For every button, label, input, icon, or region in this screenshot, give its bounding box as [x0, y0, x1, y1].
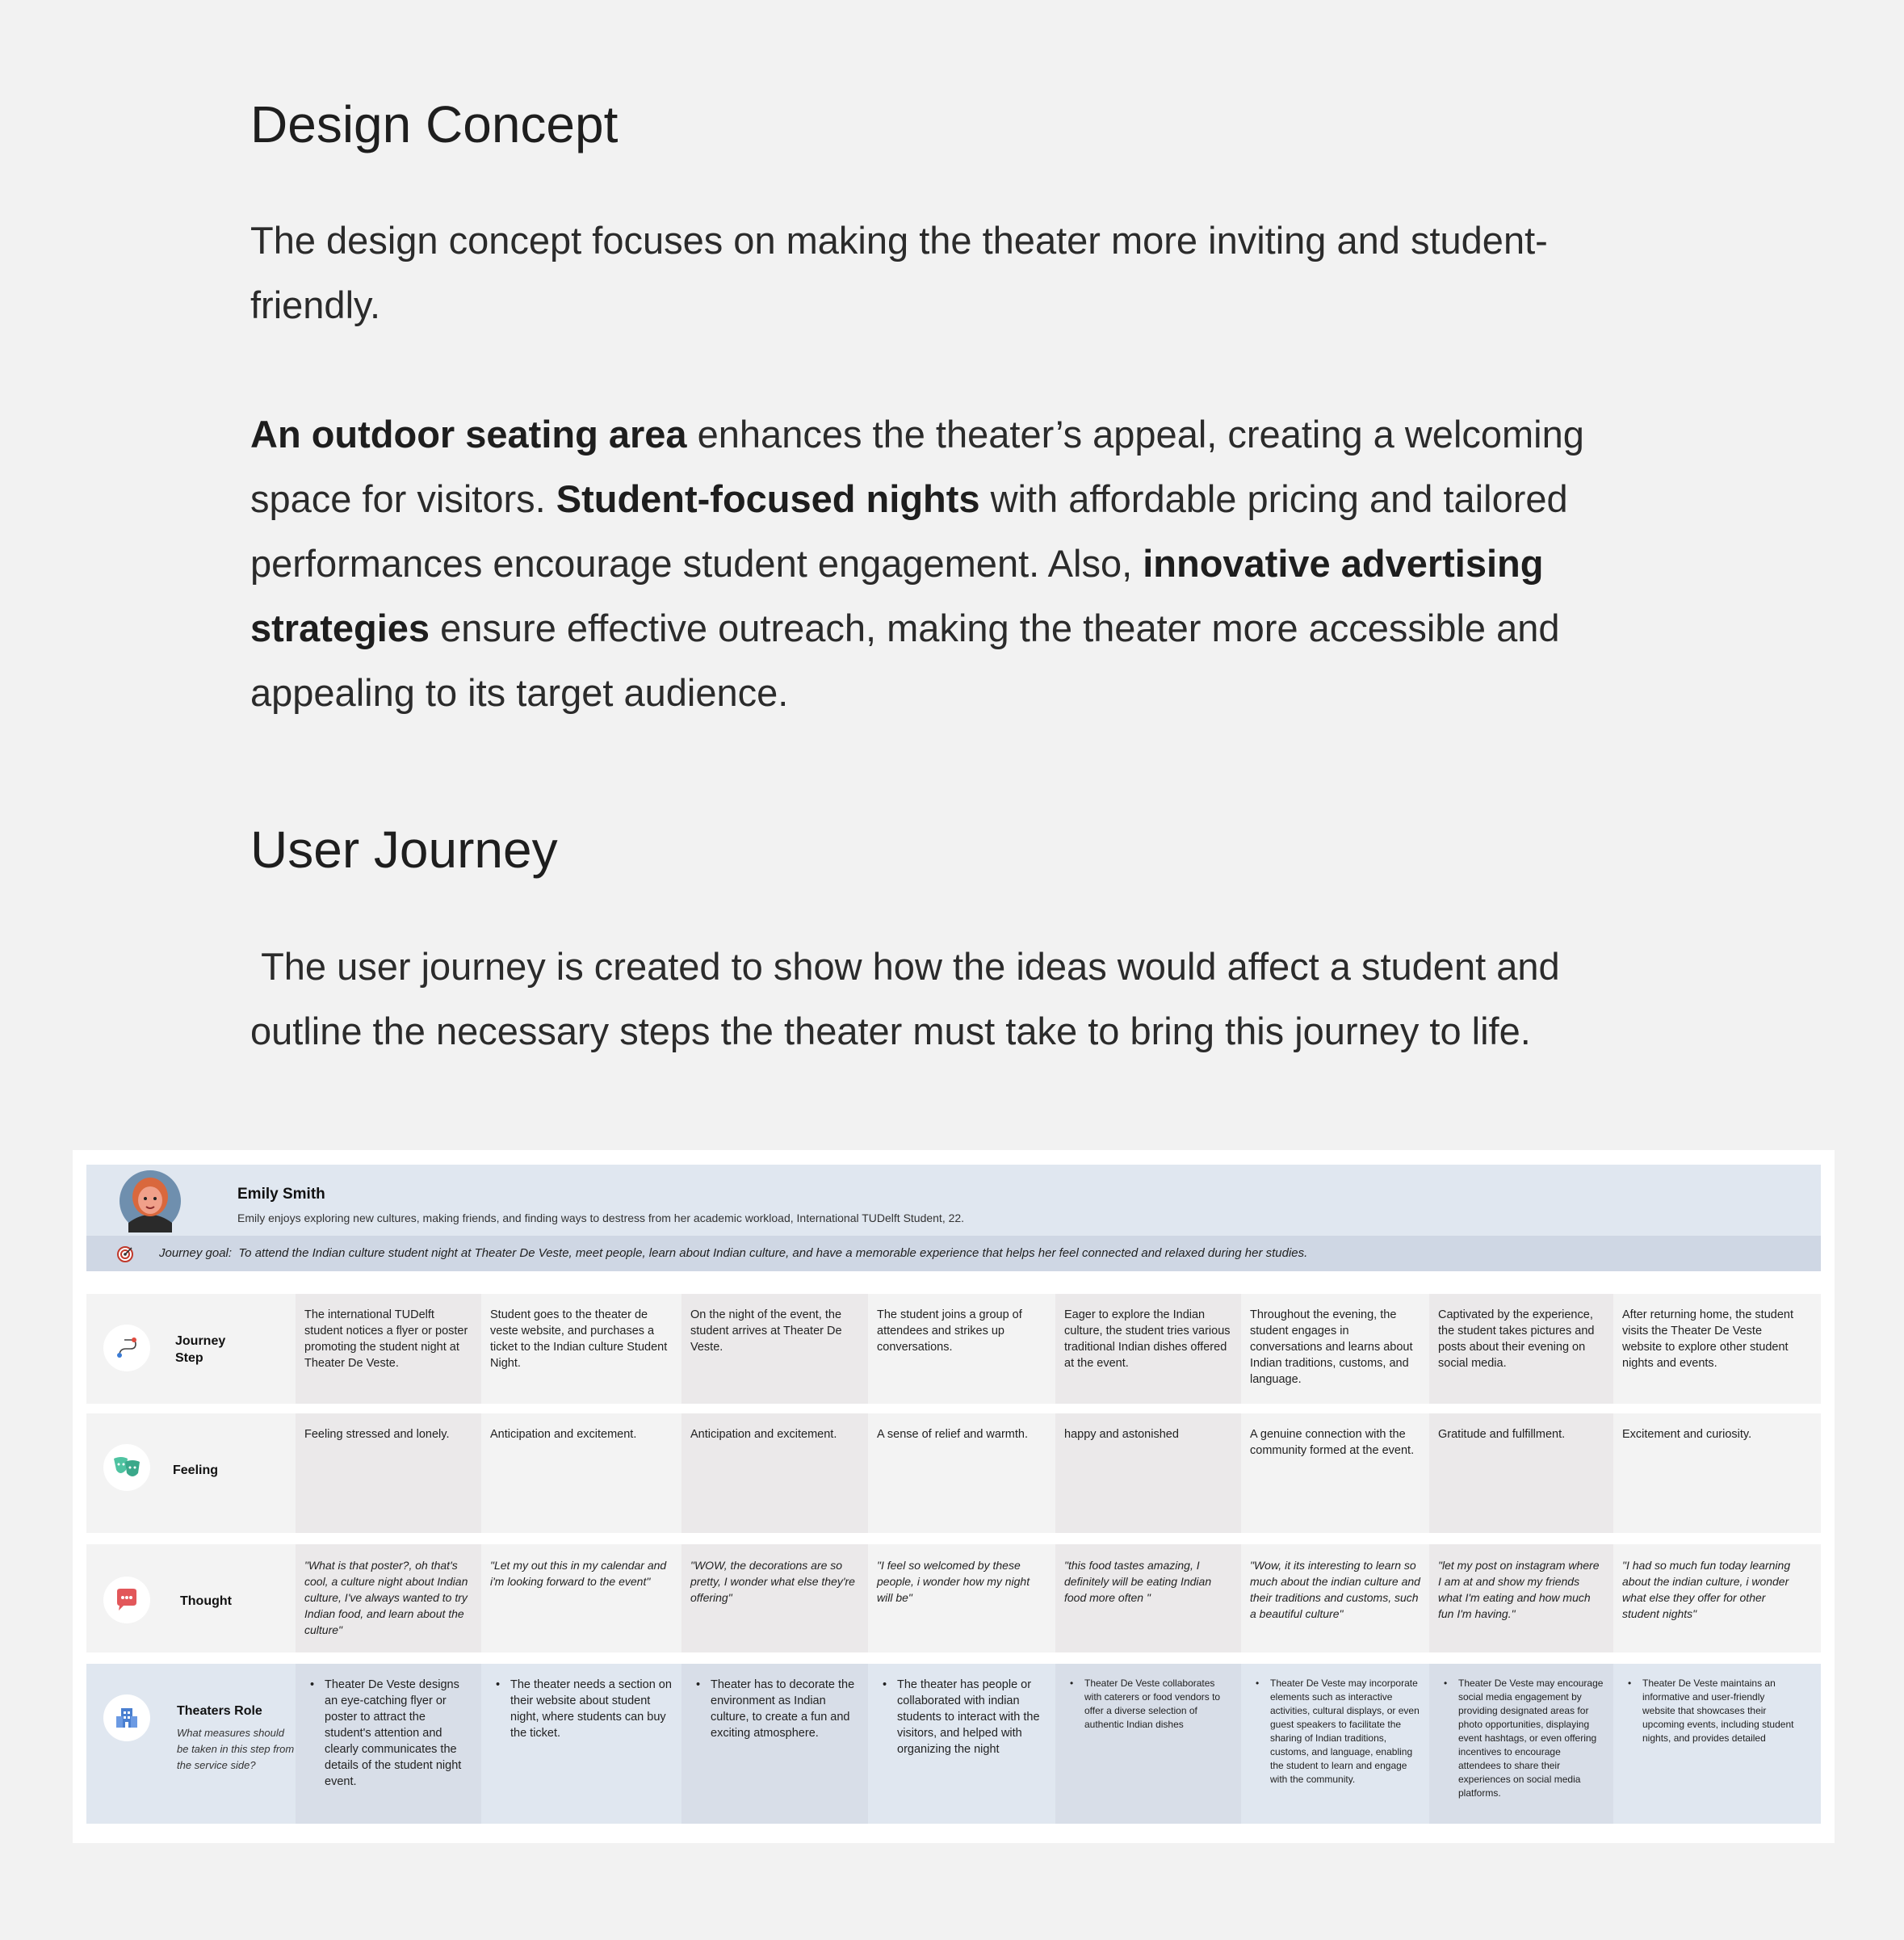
user-journey-heading: User Journey [250, 821, 558, 879]
journey-step-row [86, 1294, 1821, 1404]
bullet: • [496, 1678, 501, 1691]
role-text: Theater De Veste may encourage social media engagement by providing designated areas for photo opportunities, displaying event hashtags, or even offering incentives to encourage attendees to share their experiences on social media platforms. [1458, 1678, 1604, 1799]
role-text: Theater De Veste collaborates with caterers or food vendors to offer a diverse selection of authentic Indian dishes [1084, 1678, 1221, 1730]
journey-step-label: Journey Step [175, 1334, 226, 1365]
feeling-cell-text: Excitement and curiosity. [1622, 1428, 1752, 1441]
role-item [1429, 1677, 1613, 1800]
thought-cell [681, 1544, 868, 1652]
role-cell [296, 1664, 481, 1824]
thought-cell [1055, 1544, 1241, 1652]
thought-row [86, 1544, 1821, 1652]
journey-step-cell-text: The student joins a group of attendees and strikes up conversations. [877, 1308, 1022, 1354]
bullet: • [1628, 1678, 1632, 1689]
building-icon [114, 1705, 140, 1731]
bullet: • [1256, 1678, 1260, 1689]
feeling-cell-text: Gratitude and fulfillment. [1438, 1428, 1566, 1441]
route-icon [113, 1334, 140, 1362]
journey-step-cell-text: The international TUDelft student notices a flyer or poster promoting the student night at Theater De Veste. [304, 1308, 468, 1370]
thought-cell [481, 1544, 681, 1652]
role-cell [1055, 1664, 1241, 1824]
role-cell [681, 1664, 868, 1824]
journey-step-cell-text: Eager to explore the Indian culture, the student tries various traditional Indian dishes offered at the event. [1064, 1308, 1231, 1370]
theater-masks-icon [111, 1454, 142, 1481]
journey-map [73, 1150, 1835, 1843]
role-cell [868, 1664, 1055, 1824]
thought-cell-text: "let my post on instagram where I am at and show my friends what I'm eating and how much fun I'm having." [1438, 1559, 1600, 1620]
target-icon [116, 1245, 134, 1263]
thought-cell-text: "I had so much fun today learning about the indian culture, i wonder what else they offer for other student nights" [1622, 1559, 1791, 1620]
body-text-3: ensure effective outreach, making the theater more accessible and appealing to its target audience. [250, 607, 1560, 714]
feeling-cell [681, 1413, 868, 1533]
feeling-cell-text: Anticipation and excitement. [490, 1428, 637, 1441]
feeling-cell [868, 1413, 1055, 1533]
feeling-cell-text: A genuine connection with the community formed at the event. [1250, 1428, 1415, 1457]
role-text: The theater needs a section on their website about student night, where students can buy the ticket. [510, 1678, 672, 1740]
design-concept-heading: Design Concept [250, 95, 619, 153]
thought-cell [1429, 1544, 1613, 1652]
role-text: Theater De Veste designs an eye-catching flyer or poster to attract the student's attention and clearly communicates the details of the student night event. [325, 1678, 462, 1788]
journey-step-cell-text: On the night of the event, the student arrives at Theater De Veste. [690, 1308, 842, 1354]
role-text: Theater has to decorate the environment as Indian culture, to create a fun and exciting atmosphere. [711, 1678, 855, 1740]
bullet: • [696, 1678, 701, 1691]
user-journey-intro: The user journey is created to show how the ideas would affect a student and outline the necessary steps the theater must take to bring this journey to life. [250, 945, 1571, 1052]
feeling-cell [481, 1413, 681, 1533]
bold-advertising: innovative advertising strategies [250, 542, 1544, 649]
thought-cell [296, 1544, 481, 1652]
body-text-2: with affordable pricing and tailored performances encourage student engagement. Also, [250, 477, 1568, 585]
thought-cell-text: "Wow, it its interesting to learn so much about the indian culture and their traditions and customs, such a beautiful culture" [1250, 1559, 1420, 1620]
role-item [868, 1677, 1055, 1757]
thought-cell [1241, 1544, 1429, 1652]
journey-step-icon-wrap [103, 1325, 150, 1371]
bullet: • [310, 1678, 315, 1691]
feeling-cell [1055, 1413, 1241, 1533]
role-cell [1241, 1664, 1429, 1824]
role-cell [1613, 1664, 1807, 1824]
thought-cell-text: "WOW, the decorations are so pretty, I wonder what else they're offering" [690, 1559, 855, 1604]
feeling-cell-text: Feeling stressed and lonely. [304, 1428, 450, 1441]
journey-step-cell [481, 1294, 681, 1404]
bullet: • [1070, 1678, 1074, 1689]
theaters-role-row [86, 1664, 1821, 1824]
journey-step-cell-text: After returning home, the student visits the Theater De Veste website to explore other student nights and events. [1622, 1308, 1793, 1370]
journey-goal-text: Journey goal: To attend the Indian culture student night at Theater De Veste, meet people, learn about Indian culture, and have a memorable experience that helps her feel connected and relaxed during her studies. [159, 1246, 1308, 1260]
feeling-cell-text: Anticipation and excitement. [690, 1428, 837, 1441]
feeling-cell [1613, 1413, 1807, 1533]
feeling-cell [296, 1413, 481, 1533]
journey-step-cell [296, 1294, 481, 1404]
role-item [1055, 1677, 1241, 1732]
role-text: Theater De Veste may incorporate elements such as interactive activities, cultural displays, or even guest speakers to facilitate the sharing of Indian traditions, customs, and language, enabling the student to learn and engage with the community. [1270, 1678, 1420, 1785]
persona-header [86, 1165, 1821, 1236]
journey-step-cell [1055, 1294, 1241, 1404]
thought-cell-text: "What is that poster?, oh that's cool, a culture night about Indian culture, I've always wanted to try Indian food, and learn about the culture" [304, 1559, 468, 1636]
design-concept-body [250, 402, 1591, 725]
feeling-cell [1241, 1413, 1429, 1533]
role-icon-wrap [103, 1694, 150, 1741]
feeling-row [86, 1413, 1821, 1533]
role-item [1241, 1677, 1429, 1787]
journey-step-cell [681, 1294, 868, 1404]
journey-step-cell [1429, 1294, 1613, 1404]
journey-step-cell-text: Captivated by the experience, the student takes pictures and posts about their evening on social media. [1438, 1308, 1595, 1370]
persona-description: Emily enjoys exploring new cultures, making friends, and finding ways to destress from her academic workload, International TUDelft Student, 22. [237, 1211, 965, 1224]
role-cell [1429, 1664, 1613, 1824]
bold-outdoor-seating: An outdoor seating area [250, 413, 687, 456]
thought-icon-wrap [103, 1577, 150, 1623]
persona-name: Emily Smith [237, 1186, 325, 1203]
thought-cell-text: "I feel so welcomed by these people, i wonder how my night will be" [877, 1559, 1030, 1604]
journey-step-cell [1241, 1294, 1429, 1404]
thought-cell-text: "this food tastes amazing, I definitely will be eating Indian food more often " [1064, 1559, 1212, 1604]
journey-step-cell [868, 1294, 1055, 1404]
journey-step-cell [1613, 1294, 1807, 1404]
role-item [296, 1677, 481, 1790]
design-concept-intro: The design concept focuses on making the theater more inviting and student-friendly. [250, 219, 1548, 326]
theaters-role-subtitle: What measures should be taken in this step from the service side? [177, 1727, 295, 1771]
thought-cell [1613, 1544, 1807, 1652]
role-item [481, 1677, 681, 1741]
chat-bubble-icon [114, 1588, 140, 1612]
role-item [1613, 1677, 1807, 1745]
bullet: • [1444, 1678, 1448, 1689]
role-text: Theater De Veste maintains an informative and user-friendly website that showcases their upcoming events, including student nights, and provides detailed [1642, 1678, 1794, 1744]
role-text: The theater has people or collaborated with indian students to interact with the visitors, and helped with organizing the night [897, 1678, 1040, 1756]
role-cell [481, 1664, 681, 1824]
role-item [681, 1677, 868, 1741]
avatar [119, 1169, 182, 1232]
feeling-icon-wrap [103, 1444, 150, 1491]
theaters-role-label: Theaters Role [177, 1704, 262, 1718]
feeling-cell [1429, 1413, 1613, 1533]
feeling-label: Feeling [173, 1463, 219, 1477]
bold-student-nights: Student-focused nights [556, 477, 980, 520]
thought-label: Thought [180, 1594, 232, 1608]
journey-goal-bar [86, 1236, 1821, 1271]
feeling-cell-text: happy and astonished [1064, 1428, 1179, 1441]
thought-cell-text: "Let my out this in my calendar and i'm looking forward to the event" [490, 1559, 667, 1588]
journey-step-cell-text: Throughout the evening, the student engages in conversations and learns about Indian traditions, customs, and language. [1250, 1308, 1413, 1386]
thought-cell [868, 1544, 1055, 1652]
bullet: • [883, 1678, 887, 1691]
feeling-cell-text: A sense of relief and warmth. [877, 1428, 1028, 1441]
body-text-1: enhances the theater’s appeal, creating a welcoming space for visitors. [250, 413, 1584, 520]
journey-step-cell-text: Student goes to the theater de veste website, and purchases a ticket to the Indian culture Student Night. [490, 1308, 668, 1370]
